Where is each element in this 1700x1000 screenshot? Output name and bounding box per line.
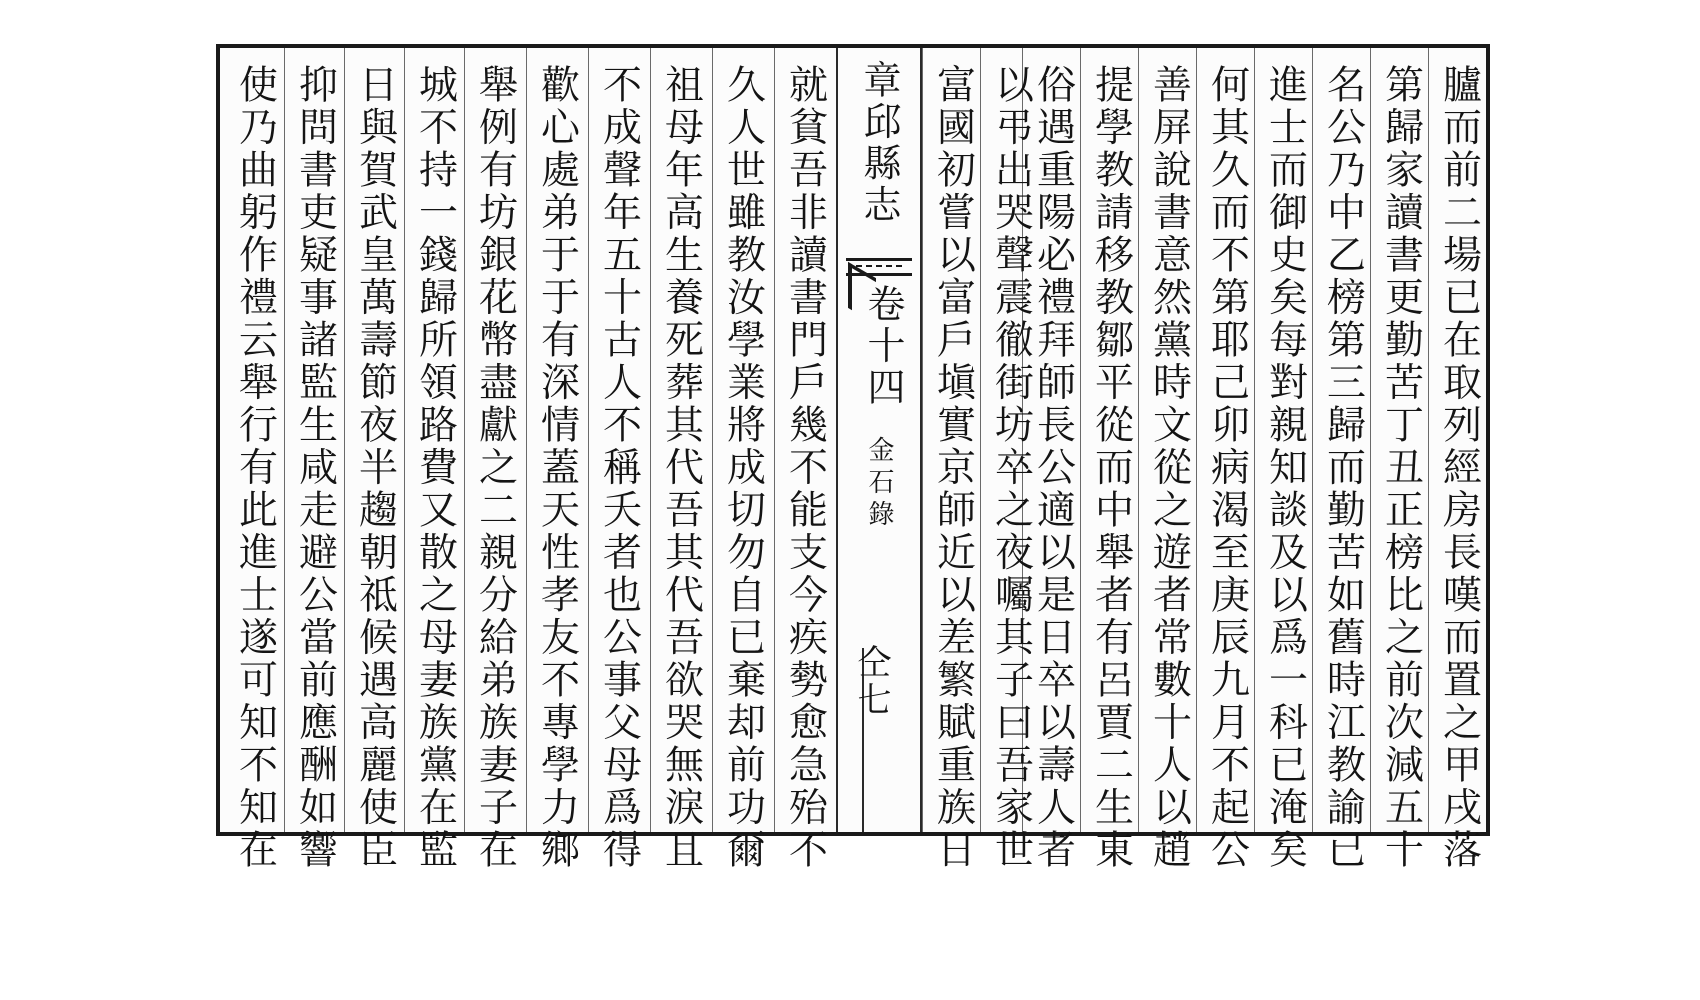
section-label <box>838 436 920 532</box>
text-column <box>1370 48 1432 872</box>
text-column <box>224 48 286 872</box>
text-column <box>1312 48 1374 872</box>
column-text: 歡心處弟于于有深情蓋天性孝友不專學力鄉 <box>534 64 580 872</box>
book-title-text: 章邱縣志 <box>857 60 901 226</box>
text-column <box>1138 48 1200 872</box>
section-text: 金石錄 <box>864 436 894 532</box>
column-text: 使乃曲躬作禮云舉行有此進士遂可知不知在 <box>232 64 278 872</box>
volume-label <box>861 284 905 409</box>
text-column <box>712 48 774 872</box>
volume-text: 卷十四 <box>861 284 905 409</box>
column-text: 提學教請移教鄒平從而中舉者有呂賈二生東 <box>1088 64 1134 872</box>
column-text: 舉例有坊銀花幣盡獻之二親分給弟族妻子在 <box>472 64 518 872</box>
text-column <box>344 48 406 872</box>
text-column <box>774 48 836 872</box>
column-text: 不成聲年五十古人不稱夭者也公事父母爲得 <box>596 64 642 872</box>
column-text: 俗遇重陽必禮拜師長公適以是日卒以壽人者 <box>1030 64 1076 872</box>
column-text: 以弔出哭聲震徹街坊卒之夜囑其子曰吾家世 <box>988 64 1034 872</box>
text-column <box>1428 48 1490 872</box>
column-text: 日與賀武皇萬壽節夜半趨朝祗候遇高麗使臣 <box>352 64 398 872</box>
text-column <box>922 48 984 872</box>
page-number-text: 仝七 <box>851 644 891 719</box>
text-column <box>650 48 712 872</box>
column-text: 臚而前二場已在取列經房長嘆而置之甲戌落 <box>1436 64 1482 872</box>
center-fold <box>836 48 922 832</box>
column-text: 何其久而不第耶己卯病渴至庚辰九月不起公 <box>1204 64 1250 872</box>
column-text: 善屏說書意然黨時文從之遊者常數十人以趙 <box>1146 64 1192 872</box>
text-column <box>284 48 346 872</box>
text-column <box>1254 48 1316 872</box>
column-text: 名公乃中乙榜第三歸而勤苦如舊時江教諭已 <box>1320 64 1366 872</box>
column-text: 抑問書吏疑事諸監生咸走避公當前應酬如響 <box>292 64 338 872</box>
column-text: 就貧吾非讀書門戶幾不能支今疾勢愈急殆不 <box>782 64 828 872</box>
column-text: 進士而御史矣每對親知談及以爲一科已淹矣 <box>1262 64 1308 872</box>
text-column <box>1196 48 1258 872</box>
text-column <box>404 48 466 872</box>
text-column <box>526 48 588 872</box>
column-text: 祖母年高生養死葬其代吾其代吾欲哭無淚且 <box>658 64 704 872</box>
text-column <box>1080 48 1142 872</box>
column-text: 富國初嘗以富戶塡實京師近以差繁賦重族日 <box>930 64 976 872</box>
column-text: 城不持一錢歸所領路費又散之母妻族黨在監 <box>412 64 458 872</box>
book-page <box>216 44 1490 872</box>
column-text: 久人世雖教汝學業將成切勿自已棄却前功爾 <box>720 64 766 872</box>
text-column <box>464 48 526 872</box>
column-text: 第歸家讀書更勤苦丁丑正榜比之前次減五十 <box>1378 64 1424 872</box>
text-column <box>980 48 1042 872</box>
book-title <box>838 56 920 226</box>
page-number <box>851 644 891 719</box>
text-column <box>588 48 650 872</box>
